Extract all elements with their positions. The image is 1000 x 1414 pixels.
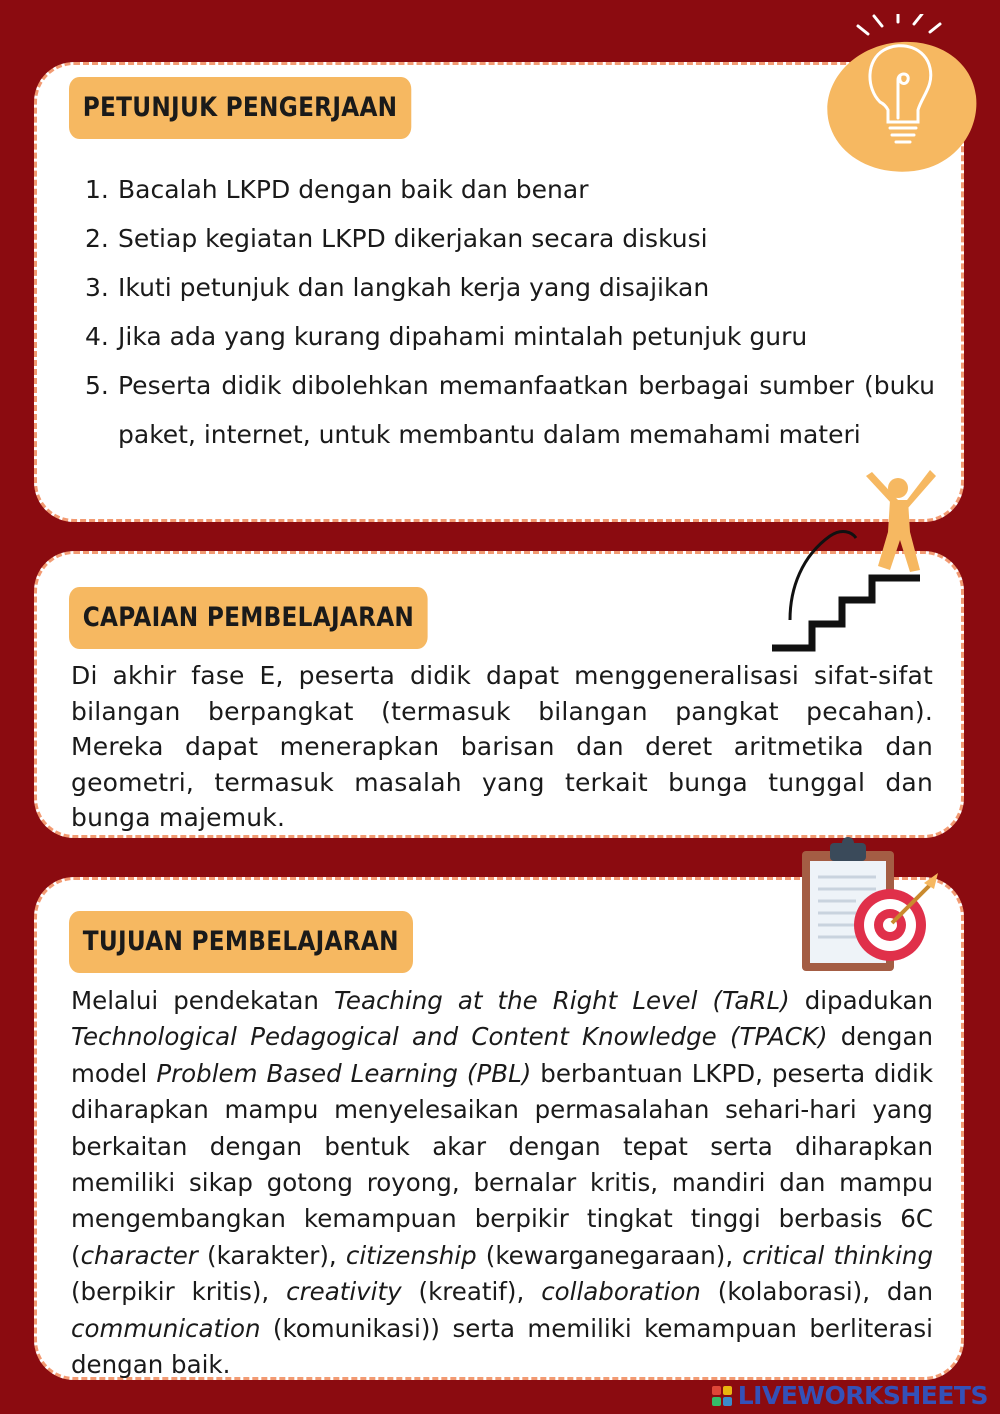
list-item: 1. Bacalah LKPD dengan baik dan benar bbox=[85, 175, 589, 204]
tujuan-title: TUJUAN PEMBELAJARAN bbox=[69, 911, 413, 973]
list-item: 5. Peserta didik dibolehkan memanfaatkan berbagai sumber (buku paket, internet, untuk membantu dalam memahami materi bbox=[85, 371, 935, 449]
capaian-text: Di akhir fase E, peserta didik dapat menggeneralisasi sifat-sifat bilangan berpangkat (termasuk bilangan pangkat pecahan). Mereka dapat menerapkan barisan dan deret aritmetika dan geometri, termasuk masalah yang terkait bunga tunggal dan bunga majemuk. bbox=[71, 661, 933, 832]
lightbulb-icon bbox=[822, 14, 982, 179]
watermark-text: LIVEWORKSHEETS bbox=[737, 1381, 988, 1410]
clipboard-target-icon bbox=[798, 833, 943, 976]
list-item: 4. Jika ada yang kurang dipahami mintalah petunjuk guru bbox=[85, 322, 808, 351]
list-item: 3. Ikuti petunjuk dan langkah kerja yang disajikan bbox=[85, 273, 710, 302]
tujuan-text: Melalui pendekatan Teaching at the Right Level (TaRL) dipadukan Technological Pedagogical and Content Knowledge (TPACK) dengan model Problem Based Learning (PBL) berbantuan LKPD, peserta didik diharapkan mampu menyelesaikan permasalahan sehari-hari yang berkaitan dengan bentuk akar dengan tepat serta diharapkan memiliki sikap gotong royong, bernalar kritis, mandiri dan mampu mengembangkan kemampuan berpikir tingkat tinggi berbasis 6C (character (karakter), citizenship (kewarganegaraan), critical thinking (berpikir kritis), creativity (kreatif), collaboration (kolaborasi), dan communication (komunikasi)) serta memiliki kemampuan berliterasi dengan baik. bbox=[71, 986, 934, 1380]
capaian-title: CAPAIAN PEMBELAJARAN bbox=[69, 587, 428, 649]
petunjuk-title: PETUNJUK PENGERJAAN bbox=[69, 77, 411, 139]
petunjuk-list bbox=[85, 165, 935, 459]
success-stairs-icon bbox=[768, 466, 940, 656]
liveworksheets-watermark bbox=[712, 1381, 988, 1410]
liveworksheets-logo-icon bbox=[712, 1386, 732, 1406]
list-item: 2. Setiap kegiatan LKPD dikerjakan secara diskusi bbox=[85, 224, 708, 253]
